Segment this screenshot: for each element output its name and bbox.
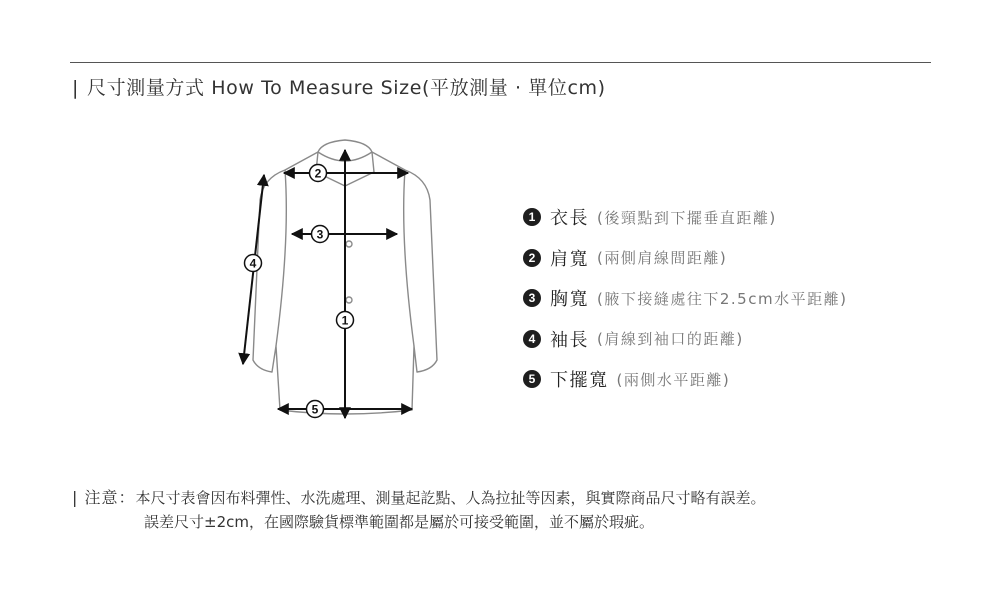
legend-item-length [523, 206, 847, 228]
legend-item-hem [523, 368, 847, 390]
svg-text:2: 2 [314, 166, 322, 181]
measurement-legend [523, 206, 847, 409]
top-divider [70, 62, 931, 63]
number-1-icon: 1 [523, 208, 541, 226]
marker-1 [337, 312, 354, 329]
notice-section [72, 485, 766, 531]
svg-text:3: 3 [316, 227, 324, 242]
number-3-icon: 3 [523, 289, 541, 307]
svg-text:5: 5 [311, 402, 319, 417]
number-5-icon: 5 [523, 370, 541, 388]
legend-desc: (肩線到袖口的距離) [597, 330, 744, 348]
legend-desc: (後頸點到下擺垂直距離) [597, 208, 777, 227]
marker-3 [312, 226, 329, 243]
legend-desc: (腋下接縫處往下2.5cm水平距離) [597, 289, 848, 308]
notice-line-2: 誤差尺寸±2cm，在國際驗貨標準範圍都是屬於可接受範圍，並不屬於瑕疵。 [144, 513, 654, 531]
svg-text:1: 1 [341, 313, 349, 328]
marker-5 [307, 401, 324, 418]
legend-item-chest [523, 287, 847, 309]
notice-line-1: 本尺寸表會因布料彈性、水洗處理、測量起訖點、人為拉扯等因素，與實際商品尺寸略有誤差。 [135, 489, 766, 507]
marker-4 [245, 255, 262, 272]
legend-item-shoulder [523, 247, 847, 269]
legend-name: 衣長 [550, 208, 589, 229]
shirt-diagram [230, 135, 460, 425]
legend-desc: (兩側水平距離) [616, 370, 731, 389]
legend-name: 下擺寬 [550, 370, 609, 391]
legend-desc: (兩側肩線間距離) [597, 249, 728, 267]
title-text: 尺寸測量方式 How To Measure Size(平放測量 · 單位cm) [87, 77, 606, 99]
notice-label: | 注意： [72, 488, 136, 507]
legend-name: 肩寬 [550, 248, 589, 270]
title-bar: | [72, 77, 80, 99]
marker-2 [310, 165, 327, 182]
page-title [72, 73, 606, 100]
number-2-icon: 2 [523, 249, 541, 267]
legend-name: 胸寬 [550, 289, 589, 310]
measure-lines [243, 150, 412, 418]
legend-name: 袖長 [550, 329, 589, 351]
svg-text:4: 4 [249, 256, 257, 271]
number-4-icon: 4 [523, 330, 541, 348]
legend-item-sleeve [523, 328, 847, 350]
